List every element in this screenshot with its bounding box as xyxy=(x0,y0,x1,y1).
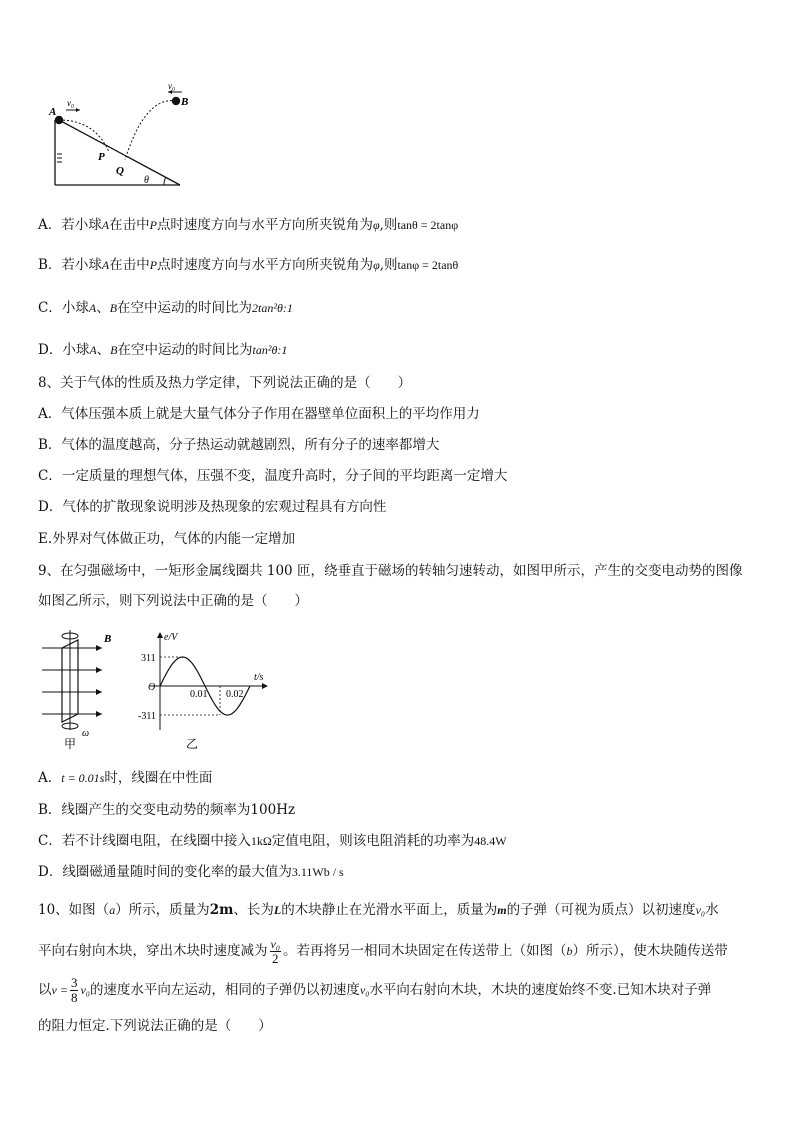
q10-line2: 平向右射向木块，穿出木块时速度减为 $\frac{\text{v₀}}{2}$ 。若再将另一相同木块固定在传送带上（如图（b）所示），使木块随传送带 xyxy=(38,937,728,966)
formula: t = 0.01s xyxy=(61,771,105,785)
q8-option-c[interactable]: C．一定质量的理想气体，压强不变，温度升高时，分子间的平均距离一定增大 xyxy=(38,468,508,484)
emf-graph-yi xyxy=(138,628,278,752)
graph-ylabel: e/V xyxy=(164,632,178,643)
projectile-incline-figure xyxy=(40,82,200,190)
coil-figure-jia xyxy=(38,628,138,750)
q7-option-c[interactable]: C．小球A、B在空中运动的时间比为2tan²θ:1 xyxy=(38,300,293,316)
q9-option-b[interactable]: B．线圈产生的交变电动势的频率为100Hz xyxy=(38,802,296,818)
q7-option-d[interactable]: D．小球A、B在空中运动的时间比为tan²θ:1 xyxy=(38,342,288,358)
graph-x1: 0.01 xyxy=(190,689,208,700)
q8-option-d[interactable]: D．气体的扩散现象说明涉及热现象的宏观过程具有方向性 xyxy=(38,499,387,515)
q9-option-c[interactable]: C．若不计线圈电阻，在线圈中接入1kΩ定值电阻，则该电阻消耗的功率为48.4W xyxy=(38,833,507,849)
trajectory-b xyxy=(125,101,176,160)
formula: 2tan²θ:1 xyxy=(252,301,293,315)
label-b: B xyxy=(181,96,189,108)
graph-xlabel: t/s xyxy=(254,672,264,683)
label-b-field: B xyxy=(104,633,112,645)
label-v0-b: v₀ xyxy=(168,82,176,91)
label-omega: ω xyxy=(82,728,90,739)
q10-line4: 的阻力恒定.下列说法正确的是（ ） xyxy=(38,1018,272,1034)
label-p: P xyxy=(98,151,105,163)
trajectory-a xyxy=(59,120,109,152)
graph-ymax: 311 xyxy=(141,653,156,664)
label-q: Q xyxy=(116,165,124,177)
formula: tanθ = 2tanφ xyxy=(397,218,459,232)
label-v0-a: v₀ xyxy=(67,98,75,108)
q8-option-e[interactable]: E.外界对气体做正功，气体的内能一定增加 xyxy=(38,531,296,547)
q8-option-b[interactable]: B．气体的温度越高，分子热运动就越剧烈，所有分子的速率都增大 xyxy=(38,437,440,453)
label-jia: 甲 xyxy=(64,737,77,750)
q7-option-b[interactable]: B．若小球A在击中P点时速度方向与水平方向所夹锐角为φ,则tanφ = 2tanθ xyxy=(38,257,459,273)
q8-stem: 8、关于气体的性质及热力学定律，下列说法正确的是（ ） xyxy=(38,375,412,391)
label-theta: θ xyxy=(144,175,149,186)
formula: tanφ = 2tanθ xyxy=(397,258,459,272)
label-a: A xyxy=(49,106,57,118)
formula: tan²θ:1 xyxy=(252,343,288,357)
q9-stem-line1: 9、在匀强磁场中，一矩形金属线圈共 100 匝，绕垂直于磁场的转轴匀速转动，如图甲所示，产生的交变电动势的图像 xyxy=(38,563,743,579)
q8-option-a[interactable]: A．气体压强本质上就是大量气体分子作用在器壁单位面积上的平均作用力 xyxy=(38,406,480,422)
label-yi: 乙 xyxy=(186,737,199,751)
q7-option-a[interactable]: A．若小球A在击中P点时速度方向与水平方向所夹锐角为φ,则tanθ = 2tanφ xyxy=(38,217,459,233)
q10-line3: 以v = $\frac{3}{8}$ v₀的速度水平向左运动，相同的子弹仍以初速度v₀水平向右射向木块，木块的速度始终不变.已知木块对子弹 xyxy=(38,975,712,1005)
graph-origin: O xyxy=(148,682,156,693)
q9-option-d[interactable]: D．线圈磁通量随时间的变化率的最大值为3.11Wb / s xyxy=(38,864,344,880)
graph-x2: 0.02 xyxy=(226,689,244,700)
q9-stem-line2: 如图乙所示，则下列说法中正确的是（ ） xyxy=(38,593,308,609)
graph-ymin: -311 xyxy=(138,711,156,722)
q10-line1: 10、如图（a）所示，质量为2m、长为L的木块静止在光滑水平面上，质量为m的子弹（可视为质点）以初速度v₀水 xyxy=(38,902,719,918)
q9-option-a[interactable]: A．t = 0.01s时，线圈在中性面 xyxy=(38,770,213,786)
